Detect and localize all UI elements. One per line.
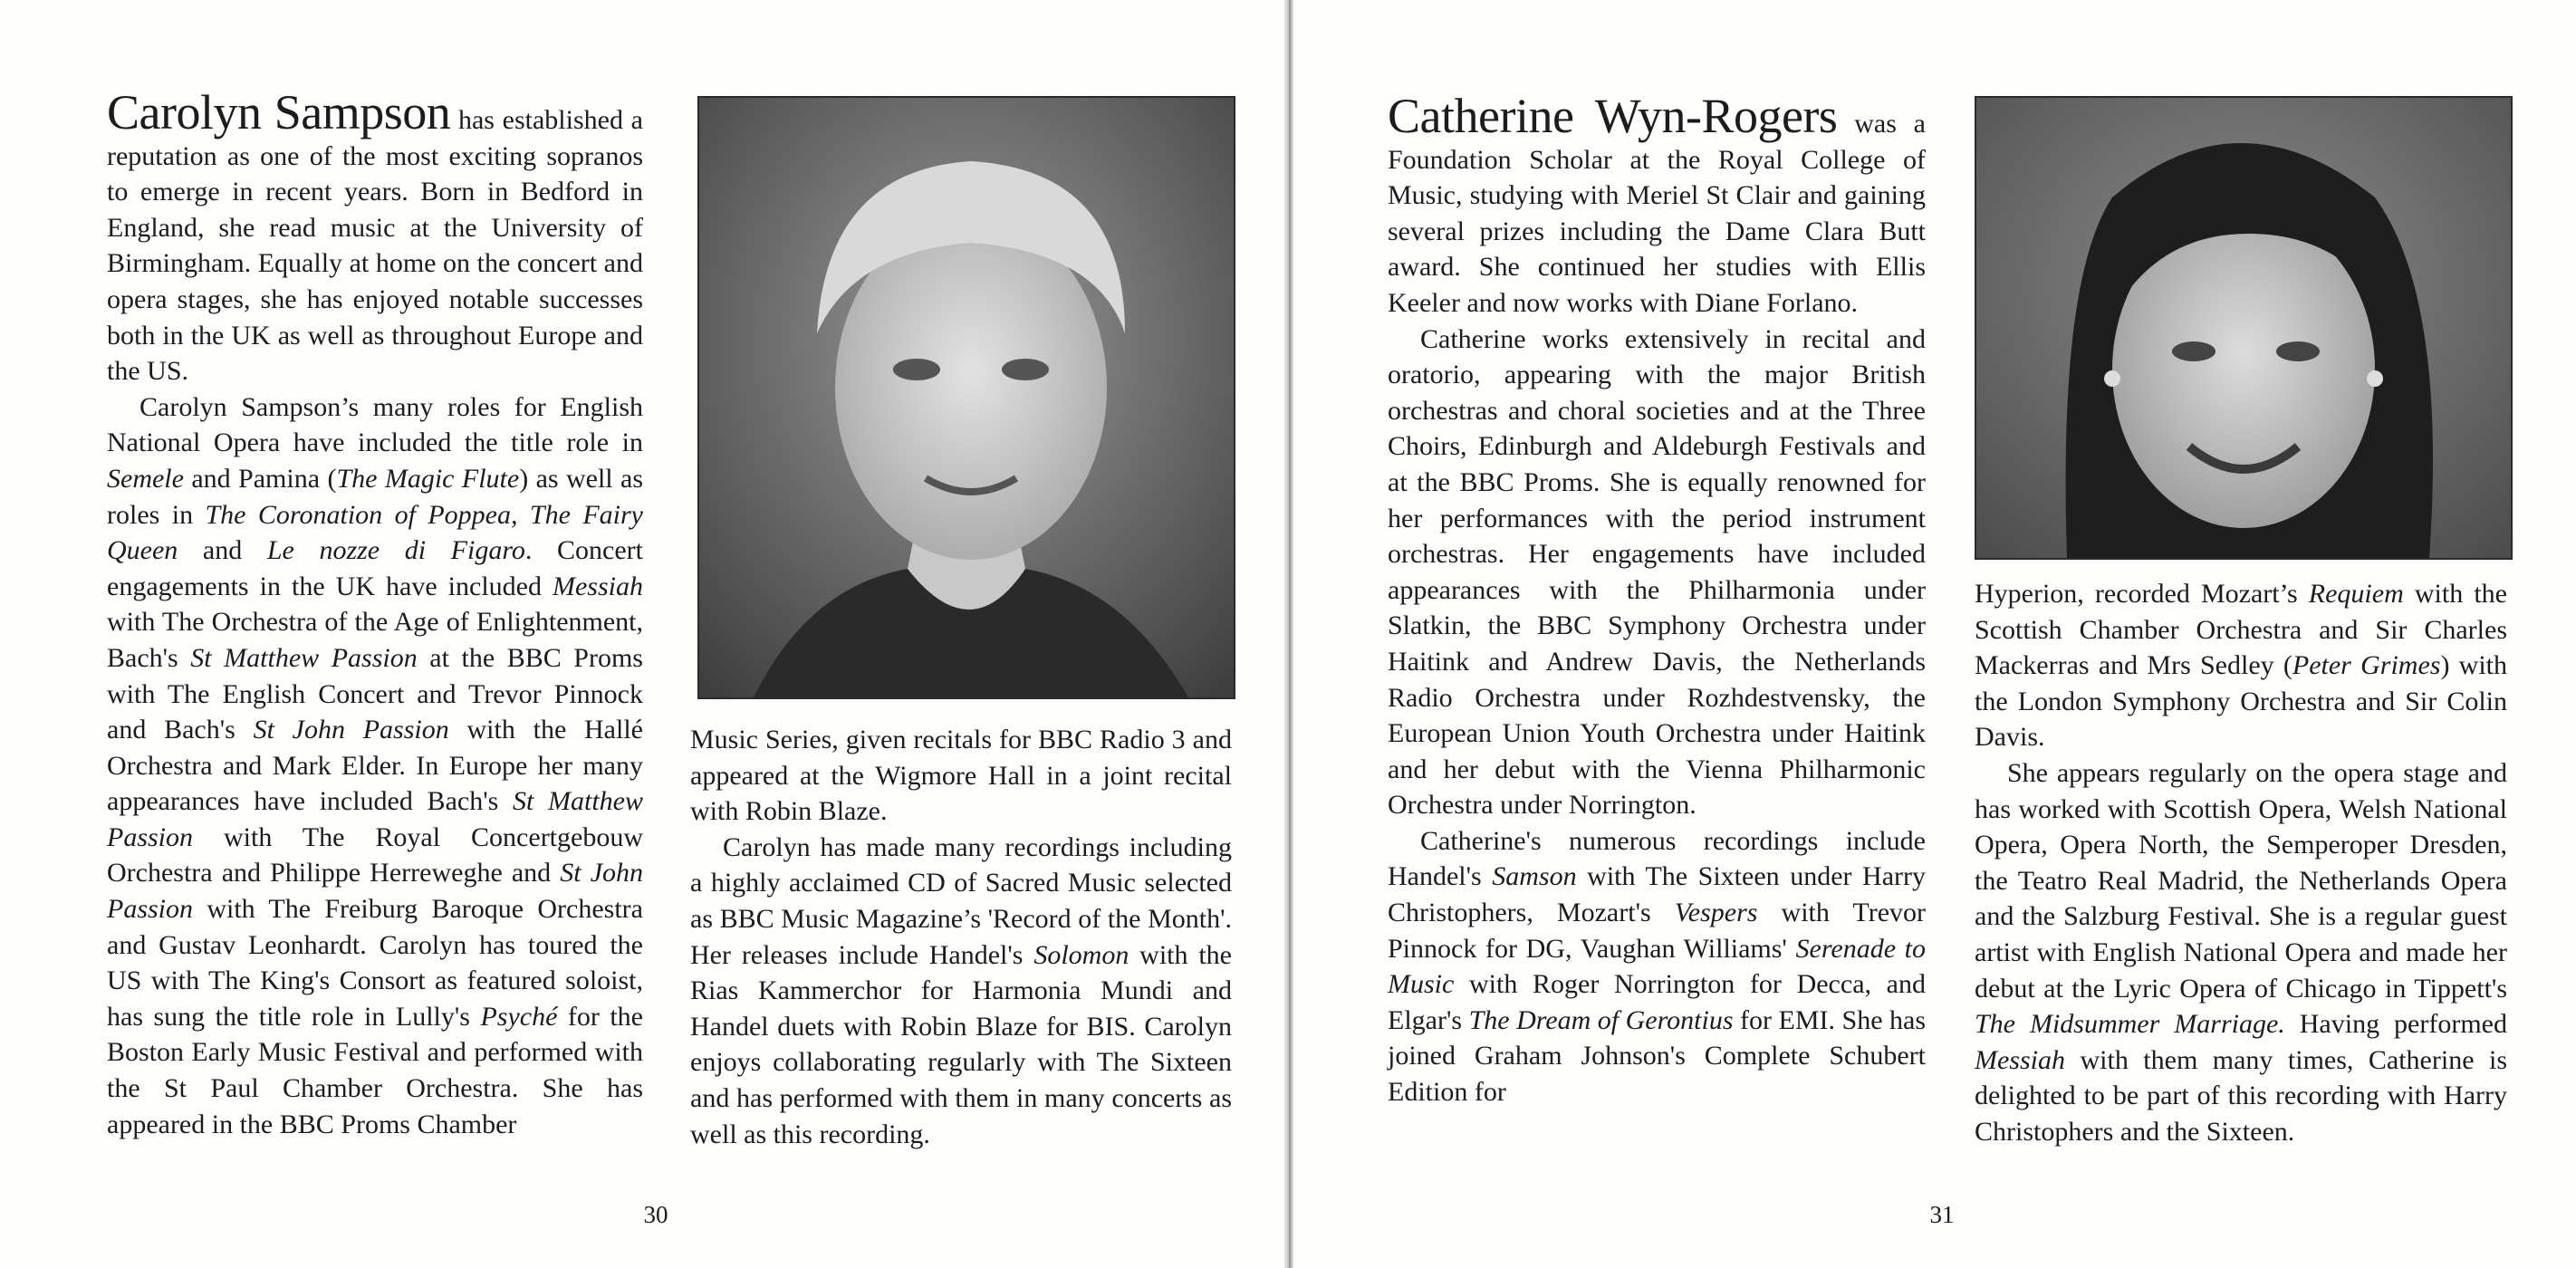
catherine-name-heading: Catherine Wyn-Rogers [1388, 89, 1838, 143]
carolyn-bio-intro: Carolyn Sampson has established a reputation as one of the most exciting sopranos to emerge in recent years. Born in Bedford in England, she read music at the University of Birmingham. Equally at home on the concert and opera stages, she has enjoyed notable successes both in the UK as well as throughout Europe and the US. [107, 85, 643, 387]
catherine-bio-column-2 [1975, 576, 2507, 1150]
carolyn-bio-recordings: Carolyn has made many recordings including a highly acclaimed CD of Sacred Music selected as BBC Music Magazine’s 'Record of the Month'. Her releases include Handel's Solomon with the Rias Kammerchor for Harmonia Mundi and Handel duets with Robin Blaze for BIS. Carolyn enjoys collaborating regularly with The Sixteen and has performed with them in many concerts as well as this recording. [690, 831, 1232, 1149]
catherine-wyn-rogers-photo [1975, 96, 2513, 560]
carolyn-sampson-photo [697, 96, 1235, 699]
carolyn-bio-roles: Carolyn Sampson’s many roles for English National Opera have included the title role in Semele and Pamina (The Magic Flute) as well as roles in The Coronation of Poppea, The Fairy Queen and Le nozze di Figaro. Concert engagements in the UK have included Messiah with The Orchestra of the Age of Enlightenment, Bach's St Matthew Passion at the BBC Proms with The English Concert and Trevor Pinnock and Bach's St John Passion with the Hallé Orchestra and Mark Elder. In Europe her many appearances have included Bach's St Matthew Passion with The Royal Concertgebouw Orchestra and Philippe Herreweghe and St John Passion with The Freiburg Baroque Orchestra and Gustav Leonhardt. Carolyn has toured the US with The King's Consort as featured soloist, has sung the title role in Lully's Psyché for the Boston Early Music Festival and performed with the St Paul Chamber Orchestra. She has appeared in the BBC Proms Chamber [107, 391, 644, 1139]
page-right [1293, 0, 2576, 1268]
carolyn-bio-column-1 [107, 85, 644, 1142]
catherine-bio-hyperion: Hyperion, recorded Mozart’s Requiem with the Scottish Chamber Orchestra and Sir Charles Mackerras and Mrs Sedley (Peter Grimes) with the London Symphony Orchestra and Sir Colin Davis. [1975, 579, 2508, 753]
catherine-bio-recordings: Catherine's numerous recordings include Handel's Samson with The Sixteen under Harry Christophers, Mozart's Vespers with Trevor Pinnock for DG, Vaughan Williams' Serenade to Music with Roger Norrington for Decca, and Elgar's The Dream of Gerontius for EMI. She has joined Graham Johnson's Complete Schubert Edition for [1388, 825, 1927, 1108]
catherine-bio-opera: She appears regularly on the opera stage and has worked with Scottish Opera, Welsh National Opera, Opera North, the Semperoper Dresden, the Teatro Real Madrid, the Netherlands Opera and the Salzburg Festival. She is a regular guest artist with English National Opera and made her debut at the Lyric Opera of Chicago in Tippett's The Midsummer Marriage. Having performed Messiah with them many times, Catherine is delighted to be part of this recording with Harry Christophers and the Sixteen. [1975, 757, 2507, 1147]
carolyn-name-heading: Carolyn Sampson [107, 85, 451, 139]
page-number-right: 31 [1929, 1201, 1955, 1228]
catherine-bio-column-1 [1388, 89, 1927, 1110]
carolyn-bio-column-2 [690, 722, 1232, 1152]
catherine-bio-engagements: Catherine works extensively in recital and oratorio, appearing with the major British orchestras and choral societies and at the Three Choirs, Edinburgh and Aldeburgh Festivals and at the BBC Proms. She is equally renowned for her performances with the period instrument orchestras. Her engagements have included appearances with the Philharmonia under Slatkin, the BBC Symphony Orchestra under Haitink and Andrew Davis, the Netherlands Radio Orchestra under Rozhdestvensky, the European Union Youth Orchestra under Haitink and her debut with the Vienna Philharmonic Orchestra under Norrington. [1388, 323, 1926, 821]
carolyn-bio-recitals: Music Series, given recitals for BBC Radio 3 and appeared at the Wigmore Hall in a joint recital with Robin Blaze. [690, 725, 1232, 827]
catherine-bio-intro: Catherine Wyn-Rogers was a Foundation Scholar at the Royal College of Music, studying with Meriel St Clair and gaining several prizes including the Dame Clara Butt award. She continued her studies with Ellis Keeler and now works with Diane Forlano. [1388, 89, 1926, 318]
page-number-left: 30 [643, 1201, 668, 1228]
page-gutter [1284, 0, 1293, 1268]
page-left [0, 0, 1284, 1268]
